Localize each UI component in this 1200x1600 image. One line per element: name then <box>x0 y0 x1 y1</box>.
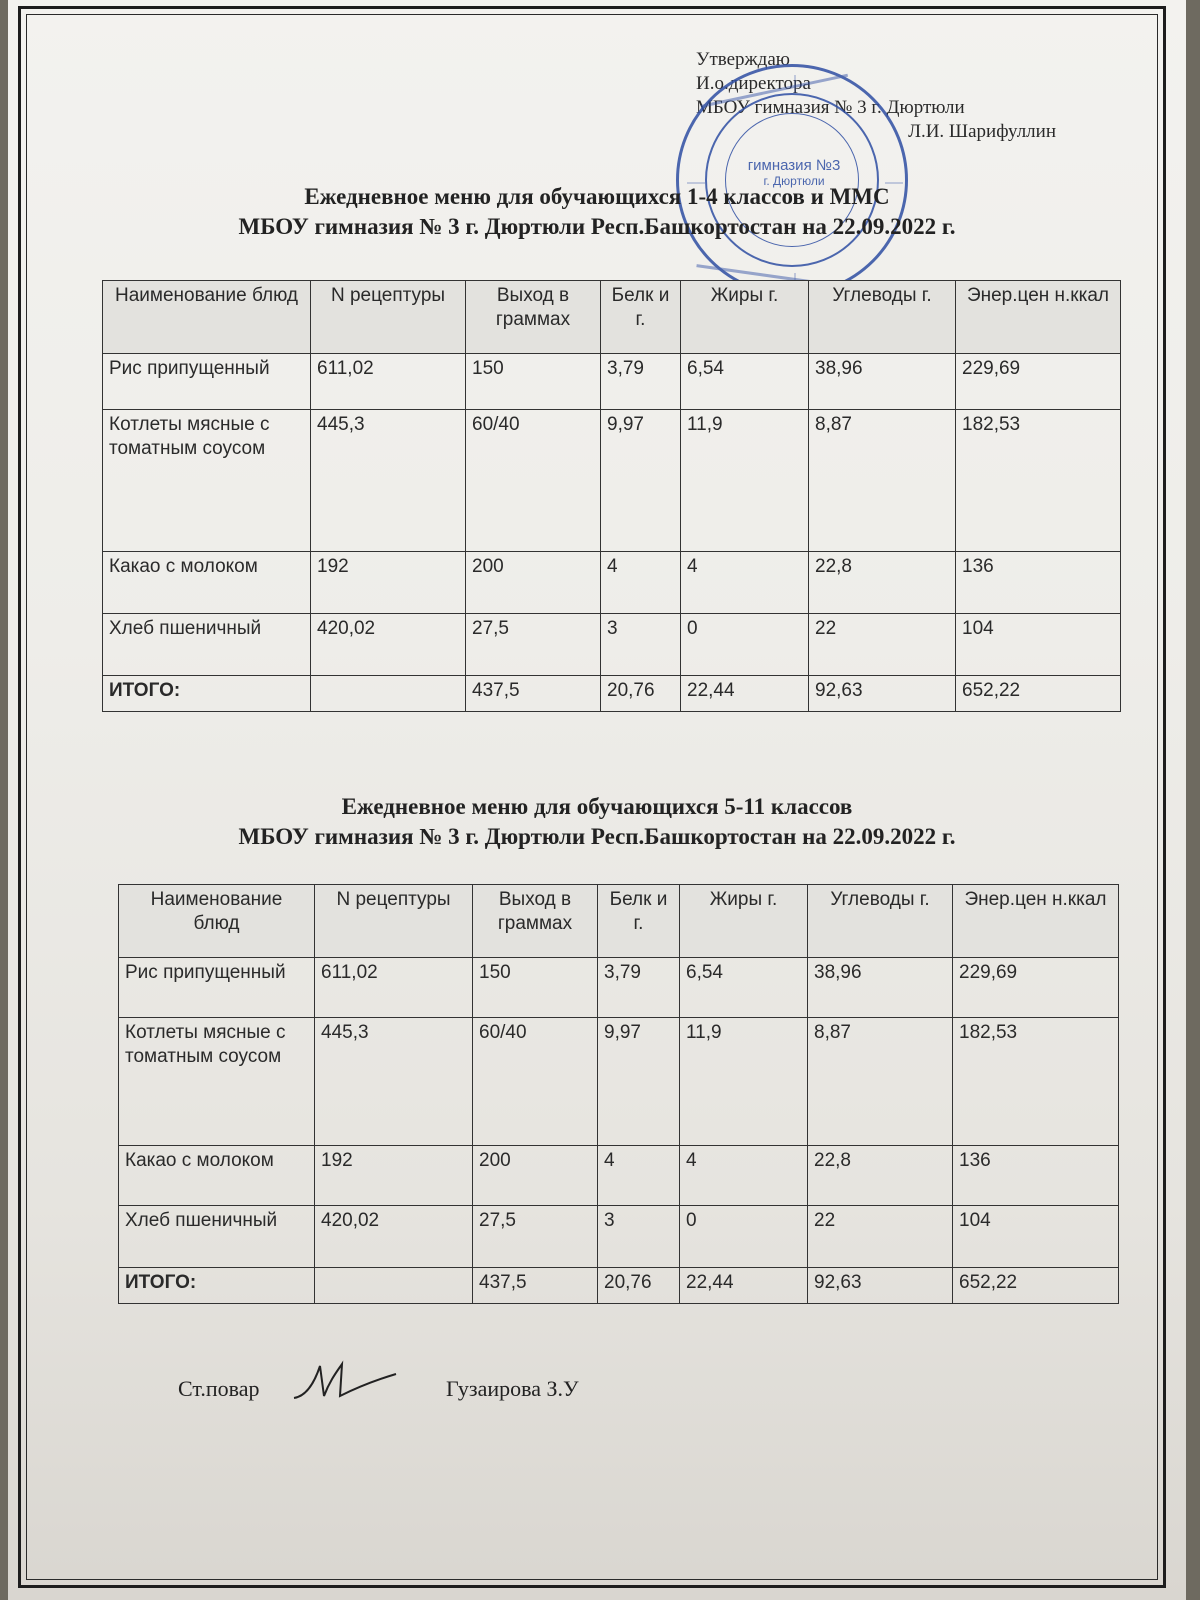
total-output: 437,5 <box>473 1268 598 1304</box>
protein-value: 3,79 <box>598 958 680 1018</box>
dish-name: Хлеб пшеничный <box>119 1206 315 1268</box>
carbs-value: 8,87 <box>808 1018 953 1146</box>
protein-value: 9,97 <box>601 410 681 552</box>
dish-name: Котлеты мясные с томатным соусом <box>119 1018 315 1146</box>
fat-value: 6,54 <box>680 958 808 1018</box>
signature-mark <box>290 1358 400 1408</box>
total-energy: 652,22 <box>956 676 1121 712</box>
energy-value: 104 <box>956 614 1121 676</box>
table-row <box>103 410 1121 552</box>
total-fat: 22,44 <box>680 1268 808 1304</box>
dish-name: Рис припущенный <box>119 958 315 1018</box>
recipe-number: 420,02 <box>311 614 466 676</box>
protein-value: 4 <box>598 1146 680 1206</box>
output-grams: 60/40 <box>473 1018 598 1146</box>
carbs-value: 22,8 <box>808 1146 953 1206</box>
protein-value: 9,97 <box>598 1018 680 1146</box>
table-row <box>103 354 1121 410</box>
energy-value: 104 <box>953 1206 1119 1268</box>
menu-title-grades-5-11 <box>8 792 1186 852</box>
dish-name: Какао с молоком <box>119 1146 315 1206</box>
table-header-row <box>103 281 1121 354</box>
official-seal <box>676 64 908 296</box>
header-carbs: Углеводы г. <box>808 885 953 958</box>
energy-value: 182,53 <box>953 1018 1119 1146</box>
output-grams: 27,5 <box>466 614 601 676</box>
recipe-number: 611,02 <box>311 354 466 410</box>
carbs-value: 22,8 <box>809 552 956 614</box>
header-name: Наименование блюд <box>103 281 311 354</box>
fat-value: 4 <box>680 1146 808 1206</box>
total-fat: 22,44 <box>681 676 809 712</box>
approval-line-1: Утверждаю <box>696 49 790 70</box>
fat-value: 0 <box>681 614 809 676</box>
footer-name: Гузаирова З.У <box>446 1376 579 1401</box>
fat-value: 11,9 <box>681 410 809 552</box>
carbs-value: 38,96 <box>808 958 953 1018</box>
total-protein: 20,76 <box>598 1268 680 1304</box>
protein-value: 4 <box>601 552 681 614</box>
table-row <box>103 614 1121 676</box>
recipe-number: 445,3 <box>311 410 466 552</box>
carbs-value: 38,96 <box>809 354 956 410</box>
output-grams: 60/40 <box>466 410 601 552</box>
header-fat: Жиры г. <box>680 885 808 958</box>
approval-line-2: И.о.директора <box>696 73 811 94</box>
energy-value: 136 <box>956 552 1121 614</box>
header-protein: Белк и г. <box>598 885 680 958</box>
approval-line-3: МБОУ гимназия № 3 г. Дюртюли <box>696 97 965 118</box>
total-carbs: 92,63 <box>808 1268 953 1304</box>
table-row <box>119 1018 1119 1146</box>
output-grams: 150 <box>466 354 601 410</box>
dish-name: Рис припущенный <box>103 354 311 410</box>
energy-value: 136 <box>953 1146 1119 1206</box>
dish-name: Какао с молоком <box>103 552 311 614</box>
total-recipe <box>315 1268 473 1304</box>
energy-value: 229,69 <box>953 958 1119 1018</box>
header-energy: Энер.цен н.ккал <box>956 281 1121 354</box>
header-protein: Белк и г. <box>601 281 681 354</box>
output-grams: 200 <box>473 1146 598 1206</box>
table-header-row <box>119 885 1119 958</box>
carbs-value: 22 <box>809 614 956 676</box>
total-energy: 652,22 <box>953 1268 1119 1304</box>
output-grams: 27,5 <box>473 1206 598 1268</box>
carbs-value: 8,87 <box>809 410 956 552</box>
dish-name: Хлеб пшеничный <box>103 614 311 676</box>
carbs-value: 22 <box>808 1206 953 1268</box>
header-recipe: N рецептуры <box>315 885 473 958</box>
header-output: Выход в граммах <box>466 281 601 354</box>
menu-title-grades-1-4 <box>8 182 1186 242</box>
total-output: 437,5 <box>466 676 601 712</box>
menu-table-grades-1-4 <box>102 280 1121 712</box>
protein-value: 3 <box>598 1206 680 1268</box>
header-recipe: N рецептуры <box>311 281 466 354</box>
table-row <box>103 552 1121 614</box>
table-total-row <box>119 1268 1119 1304</box>
table-total-row <box>103 676 1121 712</box>
header-output: Выход в граммах <box>473 885 598 958</box>
seal-center-line-2: г. Дюртюли <box>763 174 825 188</box>
menu-title-line-1: Ежедневное меню для обучающихся 1-4 классов и ММС <box>304 184 890 209</box>
fat-value: 6,54 <box>681 354 809 410</box>
footer-role: Ст.повар <box>178 1376 260 1401</box>
document-sheet <box>8 0 1186 1600</box>
table-row <box>119 958 1119 1018</box>
menu-title-line-2: МБОУ гимназия № 3 г. Дюртюли Респ.Башкортостан на 22.09.2022 г. <box>238 214 956 239</box>
fat-value: 4 <box>681 552 809 614</box>
recipe-number: 611,02 <box>315 958 473 1018</box>
energy-value: 229,69 <box>956 354 1121 410</box>
menu-title-line-2: МБОУ гимназия № 3 г. Дюртюли Респ.Башкортостан на 22.09.2022 г. <box>238 824 956 849</box>
fat-value: 11,9 <box>680 1018 808 1146</box>
menu-table-grades-5-11 <box>118 884 1119 1304</box>
recipe-number: 192 <box>311 552 466 614</box>
energy-value: 182,53 <box>956 410 1121 552</box>
table-row <box>119 1206 1119 1268</box>
seal-center-line-1: гимназия №3 <box>747 157 841 174</box>
header-energy: Энер.цен н.ккал <box>953 885 1119 958</box>
header-fat: Жиры г. <box>681 281 809 354</box>
recipe-number: 445,3 <box>315 1018 473 1146</box>
total-label: ИТОГО: <box>103 676 311 712</box>
total-label: ИТОГО: <box>119 1268 315 1304</box>
table-row <box>119 1146 1119 1206</box>
total-protein: 20,76 <box>601 676 681 712</box>
fat-value: 0 <box>680 1206 808 1268</box>
total-carbs: 92,63 <box>809 676 956 712</box>
approval-line-4: Л.И. Шарифуллин <box>908 121 1056 142</box>
header-carbs: Углеводы г. <box>809 281 956 354</box>
output-grams: 200 <box>466 552 601 614</box>
menu-title-line-1: Ежедневное меню для обучающихся 5-11 классов <box>341 794 853 819</box>
protein-value: 3,79 <box>601 354 681 410</box>
dish-name: Котлеты мясные с томатным соусом <box>103 410 311 552</box>
total-recipe <box>311 676 466 712</box>
output-grams: 150 <box>473 958 598 1018</box>
header-name: Наименование блюд <box>119 885 315 958</box>
protein-value: 3 <box>601 614 681 676</box>
recipe-number: 420,02 <box>315 1206 473 1268</box>
recipe-number: 192 <box>315 1146 473 1206</box>
